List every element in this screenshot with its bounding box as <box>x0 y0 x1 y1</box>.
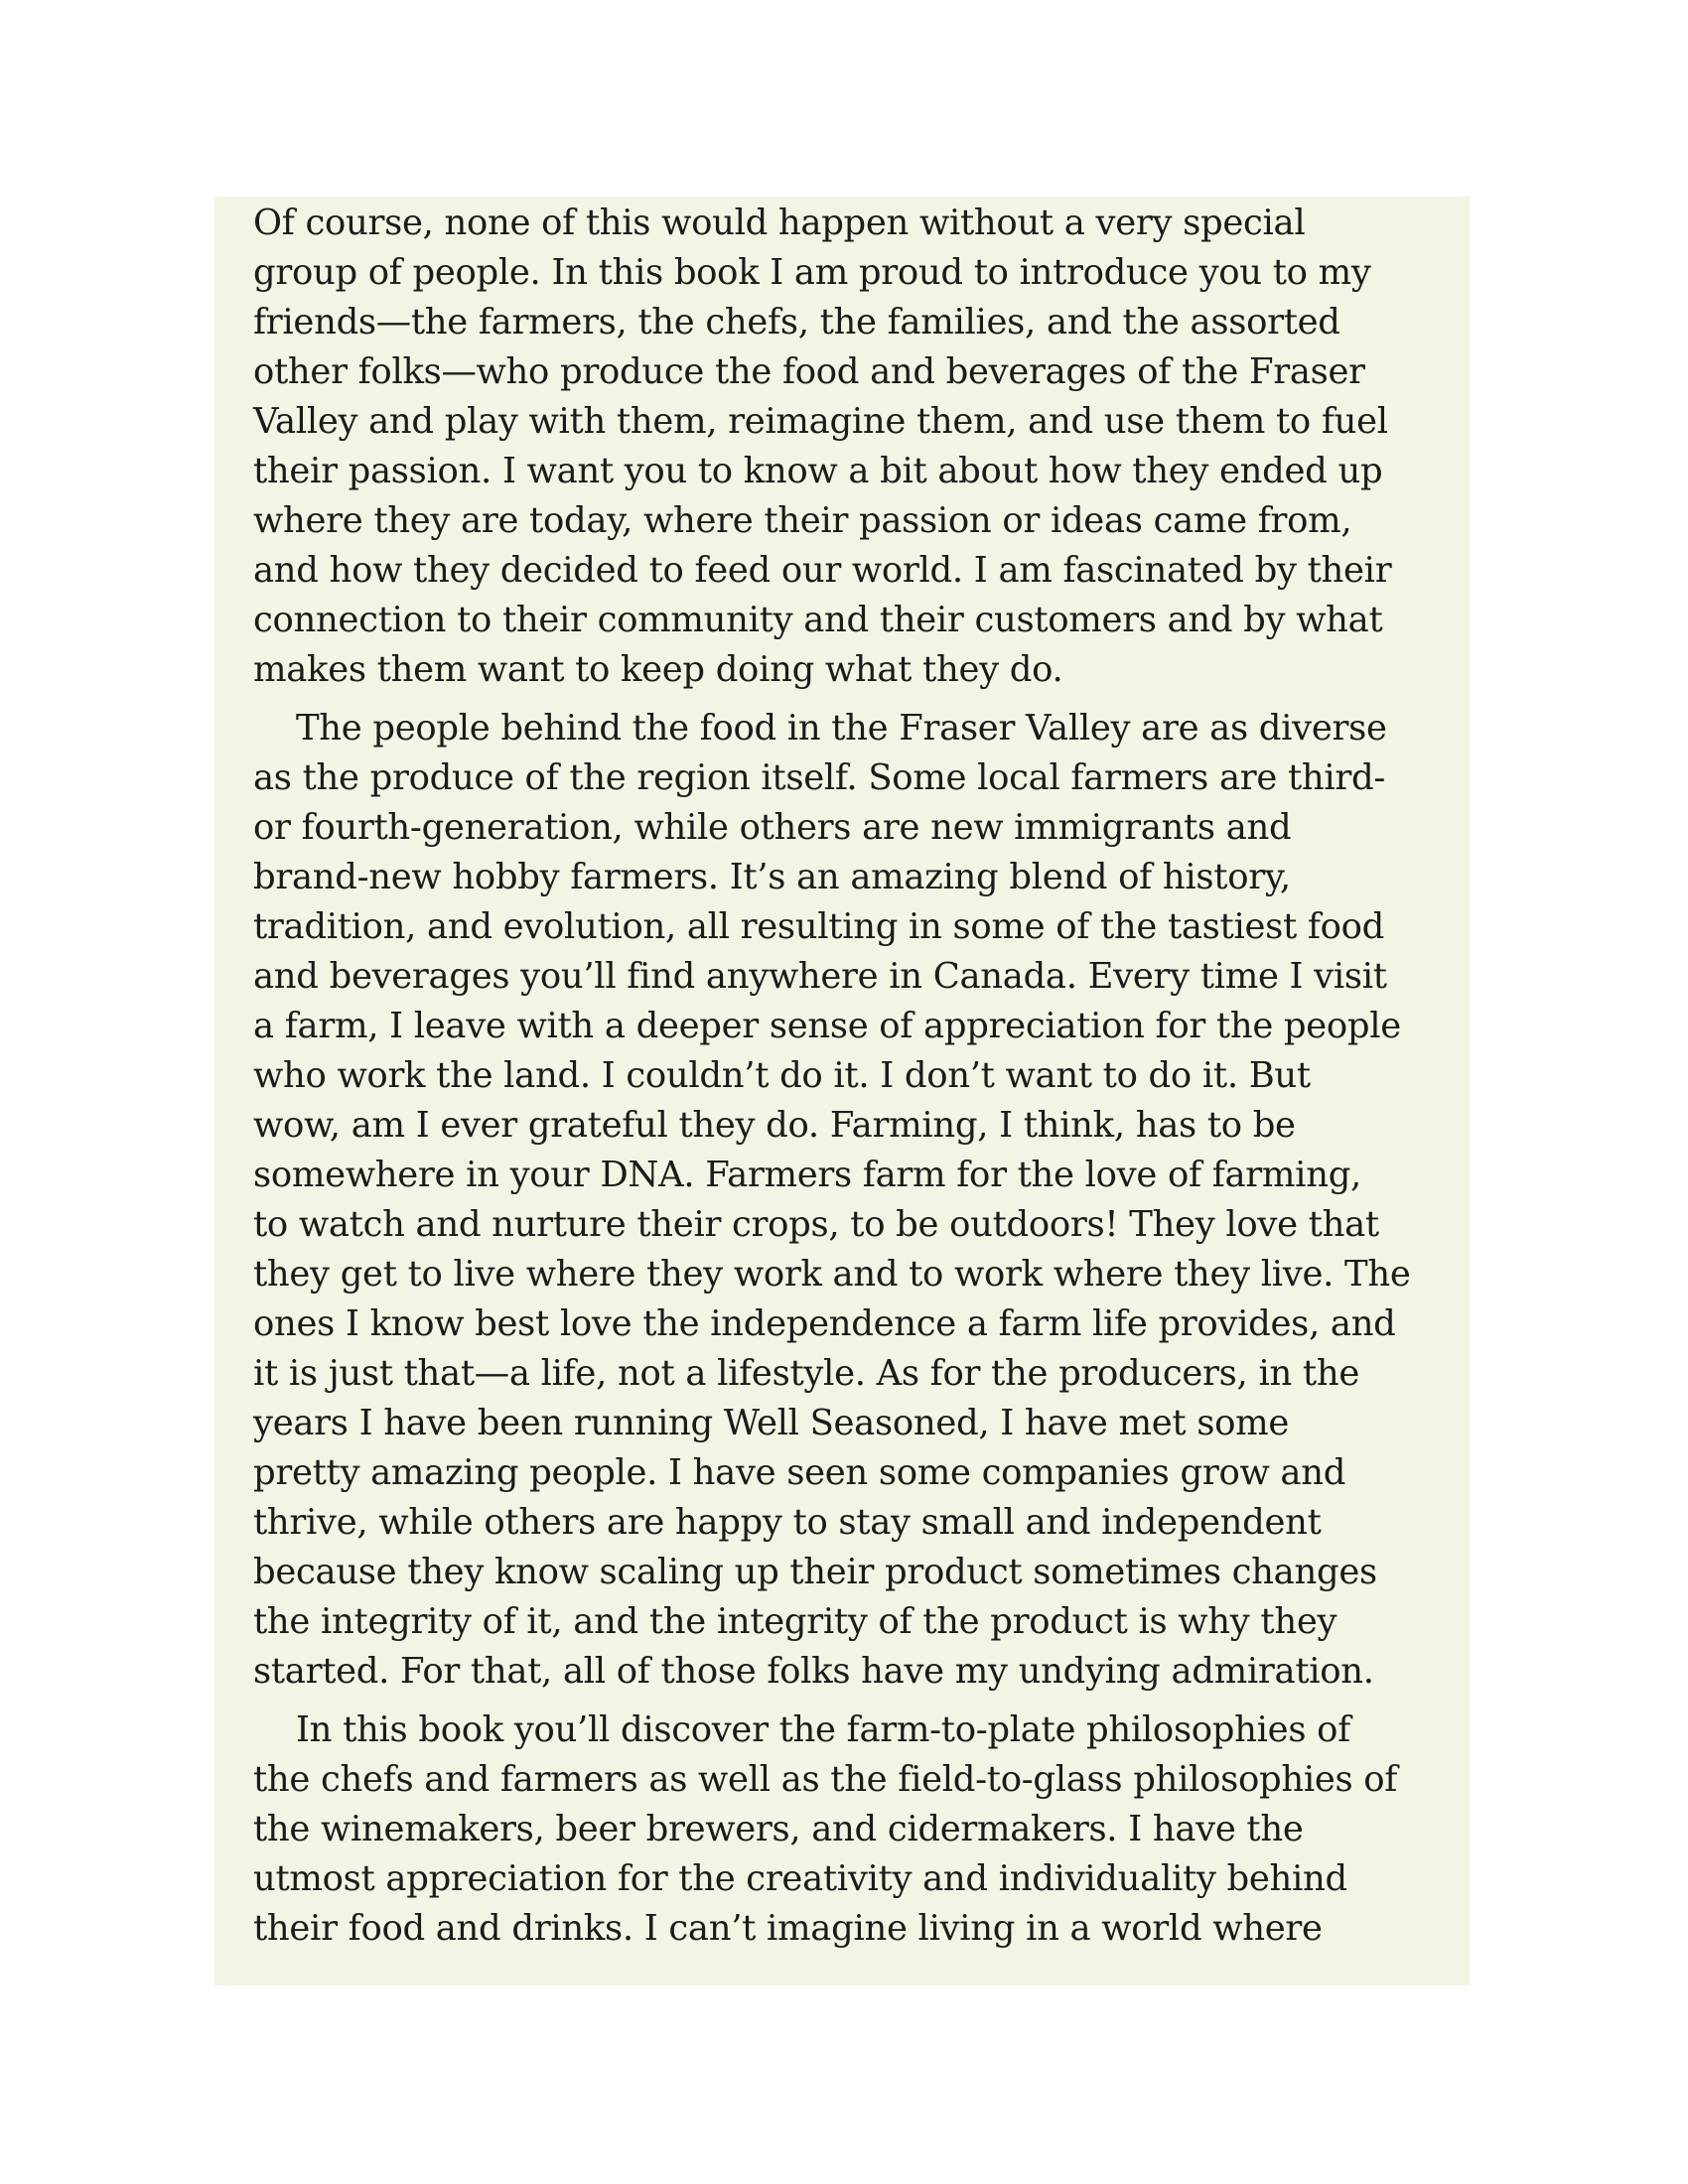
text-line: because they know scaling up their product sometimes changes <box>253 1552 1377 1592</box>
text-line: utmost appreciation for the creativity and individuality behind <box>253 1858 1347 1899</box>
text-line: thrive, while others are happy to stay small and independent <box>253 1502 1322 1543</box>
text-line: other folks—who produce the food and beverages of the Fraser <box>253 351 1365 392</box>
text-line: friends—the farmers, the chefs, the families, and the assorted <box>253 302 1340 342</box>
text-line: a farm, I leave with a deeper sense of appreciation for the people <box>253 1006 1401 1046</box>
text-line: they get to live where they work and to work where they live. The <box>253 1254 1411 1295</box>
text-line: connection to their community and their customers and by what <box>253 600 1383 640</box>
text-line: where they are today, where their passion or ideas came from, <box>253 500 1352 541</box>
text-line: makes them want to keep doing what they do. <box>253 649 1063 690</box>
text-line: group of people. In this book I am proud to introduce you to my <box>253 252 1371 293</box>
text-line: who work the land. I couldn’t do it. I don’t want to do it. But <box>253 1055 1311 1096</box>
text-line: brand-new hobby farmers. It’s an amazing blend of history, <box>253 857 1291 897</box>
text-line: somewhere in your DNA. Farmers farm for the love of farming, <box>253 1155 1362 1195</box>
text-line: it is just that—a life, not a lifestyle. As for the producers, in the <box>253 1353 1359 1394</box>
paragraph-3 <box>253 1706 1442 1954</box>
text-line: or fourth-generation, while others are new immigrants and <box>253 807 1292 848</box>
text-line: In this book you’ll discover the farm-to-plate philosophies of <box>296 1709 1350 1750</box>
text-line: the chefs and farmers as well as the field-to-glass philosophies of <box>253 1759 1398 1800</box>
text-line: their passion. I want you to know a bit about how they ended up <box>253 451 1383 491</box>
text-line: years I have been running Well Seasoned, I have met some <box>253 1403 1290 1443</box>
paragraph-2 <box>253 704 1442 1697</box>
paragraph-1 <box>253 199 1442 695</box>
text-line: wow, am I ever grateful they do. Farming, I think, has to be <box>253 1105 1296 1146</box>
text-line: as the produce of the region itself. Some local farmers are third- <box>253 757 1386 798</box>
text-line: the winemakers, beer brewers, and cidermakers. I have the <box>253 1809 1304 1849</box>
text-line: and how they decided to feed our world. I am fascinated by their <box>253 550 1392 591</box>
text-line: pretty amazing people. I have seen some companies grow and <box>253 1452 1346 1493</box>
text-line: to watch and nurture their crops, to be outdoors! They love that <box>253 1204 1379 1245</box>
text-line: the integrity of it, and the integrity of the product is why they <box>253 1601 1337 1642</box>
text-line: tradition, and evolution, all resulting in some of the tastiest food <box>253 906 1385 947</box>
text-line: ones I know best love the independence a farm life provides, and <box>253 1303 1396 1344</box>
text-line: and beverages you’ll find anywhere in Canada. Every time I visit <box>253 956 1387 997</box>
text-block <box>214 197 1470 1985</box>
text-line: Valley and play with them, reimagine them, and use them to fuel <box>253 401 1388 442</box>
text-line: The people behind the food in the Fraser Valley are as diverse <box>296 708 1387 749</box>
text-line: their food and drinks. I can’t imagine living in a world where <box>253 1908 1323 1949</box>
text-line: started. For that, all of those folks have my undying admiration. <box>253 1651 1374 1692</box>
text-line: Of course, none of this would happen without a very special <box>253 203 1306 243</box>
